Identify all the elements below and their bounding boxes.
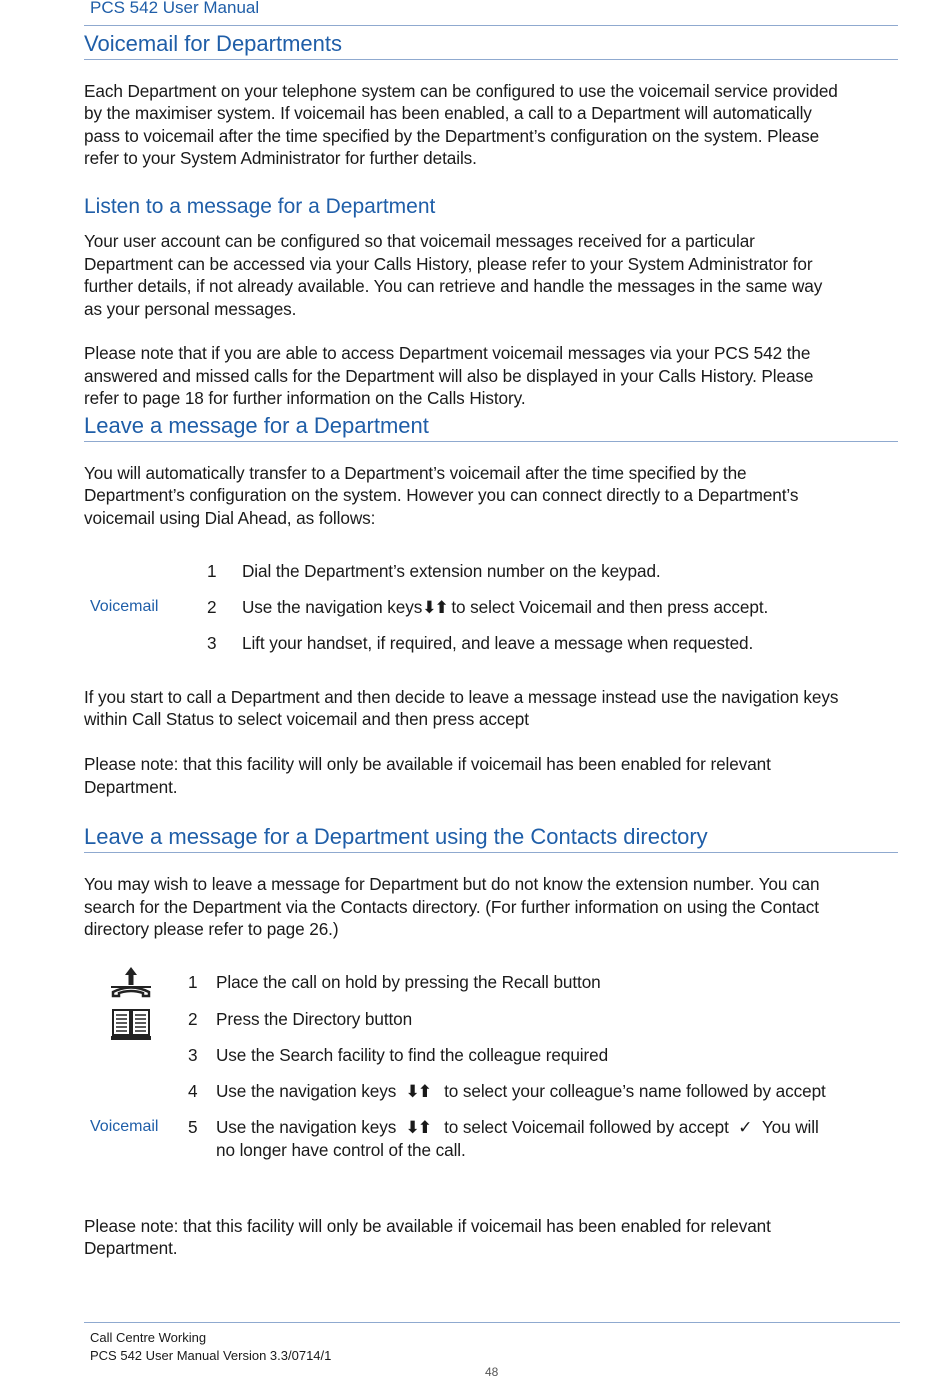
step-text-end: to select Voicemail and then press accept.	[451, 597, 769, 617]
footer-divider	[84, 1322, 900, 1323]
heading-contacts: Leave a message for a Department using the Contacts directory	[84, 824, 708, 849]
heading-underline	[84, 441, 898, 442]
text-line: answered and missed calls for the Department will also be displayed in your Calls History. Please	[84, 366, 814, 386]
text-line: You will automatically transfer to a Department’s voicemail after the time specified by the	[84, 463, 747, 483]
text-line: pass to voicemail after the time specified by the Department’s configuration on the system. Please	[84, 126, 820, 146]
arrow-down-icon: ⬇	[422, 598, 435, 618]
arrow-down-icon: ⬇	[405, 1118, 418, 1138]
step-number: 1	[188, 972, 198, 992]
arrow-up-icon: ⬆	[417, 1082, 431, 1102]
text-line: by the maximiser system. If voicemail has been enabled, a call to a Department will automatically	[84, 103, 812, 123]
arrow-up-icon: ⬆	[417, 1118, 431, 1138]
footer-chapter: Call Centre Working	[90, 1330, 207, 1345]
text-line: Department’s configuration on the system. However you can connect directly to a Department’s	[84, 485, 799, 505]
running-header: PCS 542 User Manual	[90, 0, 260, 17]
step-text-start: Use the navigation keys	[216, 1117, 397, 1137]
text-line: Department.	[84, 1238, 178, 1258]
step-text	[242, 597, 768, 618]
text-line: If you start to call a Department and then decide to leave a message instead use the navigation keys	[84, 687, 839, 707]
step-number: 2	[207, 597, 217, 617]
arrow-up-icon: ⬆	[434, 598, 447, 618]
recall-icon	[110, 966, 152, 1000]
voicemail-softkey-label: Voicemail	[90, 1118, 159, 1135]
text-line: search for the Department via the Contacts directory. (For further information on using the Contact	[84, 897, 819, 917]
text-line: as your personal messages.	[84, 299, 297, 319]
step-text-start: Use the navigation keys	[216, 1081, 397, 1101]
step-text: Lift your handset, if required, and leave a message when requested.	[242, 633, 754, 653]
step-text	[216, 1117, 819, 1138]
text-line: refer to page 18 for further information on the Calls History.	[84, 388, 526, 408]
heading-listen: Listen to a message for a Department	[84, 195, 436, 218]
step-number: 3	[188, 1045, 198, 1065]
text-line: Please note that if you are able to access Department voicemail messages via your PCS 542 the	[84, 343, 811, 363]
text-line: You may wish to leave a message for Department but do not know the extension number. You can	[84, 874, 820, 894]
step-number: 1	[207, 561, 217, 581]
text-line: Your user account can be configured so that voicemail messages received for a particular	[84, 231, 755, 251]
step-text-start: Use the navigation keys	[242, 597, 423, 617]
voicemail-softkey-label: Voicemail	[90, 598, 159, 615]
step-number: 5	[188, 1117, 198, 1137]
directory-book-icon	[111, 1008, 151, 1042]
step-text	[216, 1081, 826, 1102]
heading-leave: Leave a message for a Department	[84, 413, 429, 438]
arrow-down-icon: ⬇	[405, 1082, 418, 1102]
header-divider	[84, 25, 898, 26]
text-line: Each Department on your telephone system can be configured to use the voicemail service provided	[84, 81, 838, 101]
text-line: voicemail using Dial Ahead, as follows:	[84, 508, 376, 528]
text-line: refer to your System Administrator for further details.	[84, 148, 477, 168]
step-text-end: You will	[761, 1117, 819, 1137]
step-number: 4	[188, 1081, 198, 1101]
heading-underline	[84, 852, 898, 853]
text-line: further details, if not already available. You can retrieve and handle the messages in the same way	[84, 276, 823, 296]
page-number: 48	[485, 1365, 499, 1379]
footer-version: PCS 542 User Manual Version 3.3/0714/1	[90, 1348, 332, 1363]
accept-check-icon: ✓	[738, 1118, 753, 1138]
step-text-middle: to select Voicemail followed by accept	[444, 1117, 729, 1137]
page-title: Voicemail for Departments	[84, 31, 342, 56]
step-text: Place the call on hold by pressing the Recall button	[216, 972, 601, 992]
text-line: directory please refer to page 26.)	[84, 919, 339, 939]
text-line: within Call Status to select voicemail and then press accept	[84, 709, 529, 729]
step-text: Dial the Department’s extension number on the keypad.	[242, 561, 661, 581]
text-line: Department.	[84, 777, 178, 797]
title-underline	[84, 59, 898, 60]
text-line: Please note: that this facility will only be available if voicemail has been enabled for relevant	[84, 754, 771, 774]
step-text: Use the Search facility to find the colleague required	[216, 1045, 609, 1065]
step-text-end: to select your colleague’s name followed by accept	[444, 1081, 826, 1101]
text-line: Please note: that this facility will only be available if voicemail has been enabled for relevant	[84, 1216, 771, 1236]
step-text: Press the Directory button	[216, 1009, 413, 1029]
step-text-continued: no longer have control of the call.	[216, 1140, 466, 1160]
text-line: Department can be accessed via your Calls History, please refer to your System Administrator for	[84, 254, 813, 274]
step-number: 3	[207, 633, 217, 653]
step-number: 2	[188, 1009, 198, 1029]
